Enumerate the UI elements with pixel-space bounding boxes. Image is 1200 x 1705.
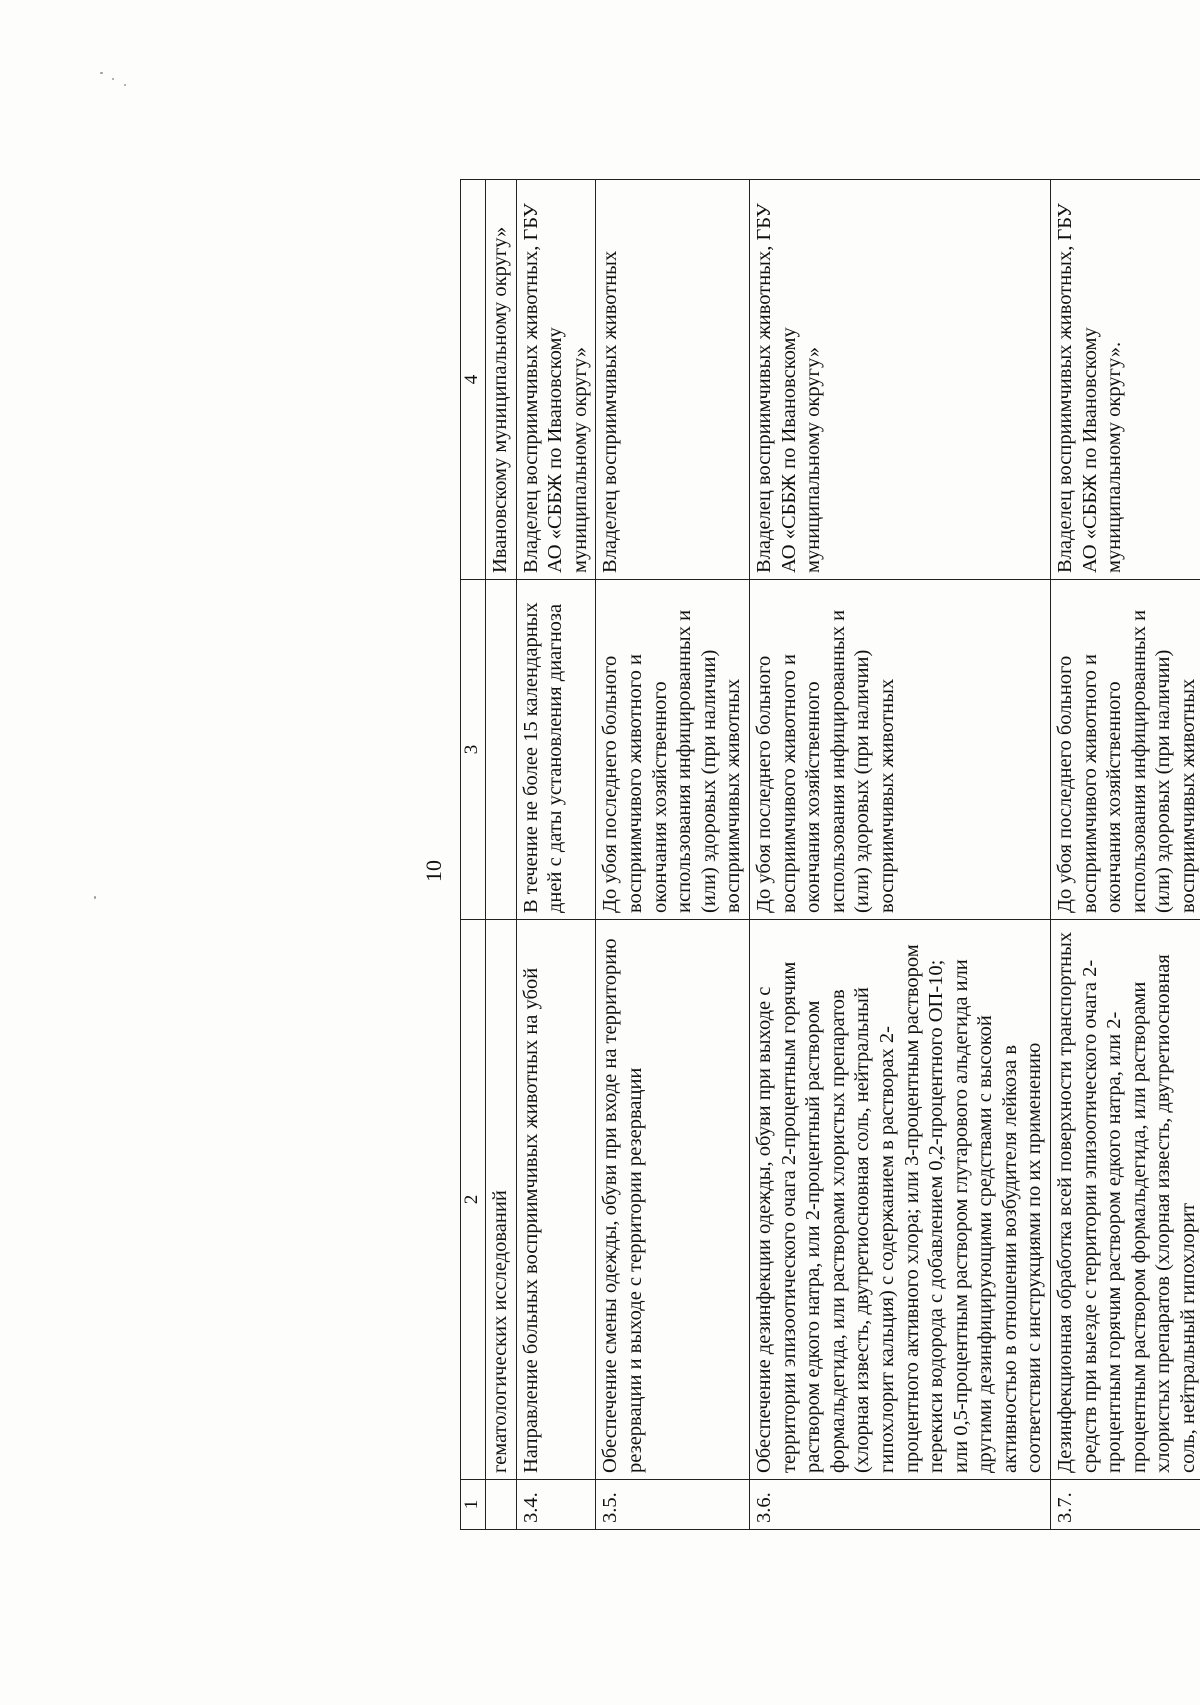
measures-table [460, 179, 1200, 1530]
row-number [486, 1480, 517, 1530]
row-measure: Дезинфекционная обработка всей поверхности транспортных средств при выезде с территории эпизоотического очага 2-процентным горячим раствором едкого натра, или 2-процентным раствором формальдегида, или растворами хлористых препаратов (хлорная известь, двутретиосновная соль, нейтральный гипохлорит [1051, 920, 1200, 1480]
row-measure: Обеспечение дезинфекции одежды, обуви при выходе с территории эпизоотического очага 2-процентным горячим раствором едкого натра, или 2-процентный раствором формальдегида, или растворами хлористых препаратов (хлорная известь, двутретиосновная соль, нейтральный гипохлорит кальция) с содержанием в растворах 2-процентного активного хлора; или 3-процентным раствором перекиси водорода с добавлением 0,2-процентного ОП-10; или 0,5-процентным раствором глутарового альдегида или другими дезинфицирующими средствами с высокой активностью в отношении возбудителя лейкоза в соответствии с инструкциями по их применению [749, 920, 1050, 1480]
row-responsible: Владелец восприимчивых животных, ГБУ АО «СББЖ по Ивановскому муниципальному округу» [749, 180, 1050, 580]
row-number: 3.5. [596, 1480, 750, 1530]
row-responsible: Ивановскому муниципальному округу» [486, 180, 517, 580]
column-header-term: 3 [461, 580, 486, 920]
scan-speck [100, 72, 103, 74]
table-row [486, 180, 517, 1530]
scan-speck [94, 896, 96, 899]
row-term: До убоя последнего больного восприимчивого животного и окончания хозяйственного использования инфицированных и (или) здоровых (при наличии) восприимчивых животных [749, 580, 1050, 920]
table-row [749, 180, 1050, 1530]
table-row [596, 180, 750, 1530]
row-term: До убоя последнего больного восприимчивого животного и окончания хозяйственного использования инфицированных и (или) здоровых (при наличии) восприимчивых животных [596, 580, 750, 920]
row-responsible: Владелец восприимчивых животных [596, 180, 750, 580]
column-header-measure: 2 [461, 920, 486, 1480]
row-number: 3.7. [1051, 1480, 1200, 1530]
row-term [486, 580, 517, 920]
scan-speck [124, 84, 126, 86]
row-number: 3.4. [516, 1480, 596, 1530]
column-header-responsible: 4 [461, 180, 486, 580]
scan-speck [112, 78, 114, 80]
row-responsible: Владелец восприимчивых животных, ГБУ АО «СББЖ по Ивановскому муниципальному округу» [516, 180, 596, 580]
column-header-number: 1 [461, 1480, 486, 1530]
row-measure: Обеспечение смены одежды, обуви при входе на территорию резервации и выходе с территории резервации [596, 920, 750, 1480]
row-term: До убоя последнего больного восприимчивого животного и окончания хозяйственного использования инфицированных и (или) здоровых (при наличии) восприимчивых животных [1051, 580, 1200, 920]
rotated-sheet [365, 180, 1200, 1530]
row-number: 3.6. [749, 1480, 1050, 1530]
table-header-row [461, 180, 486, 1530]
row-measure: Направление больных восприимчивых животных на убой [516, 920, 596, 1480]
row-term: В течение не более 15 календарных дней с даты установления диагноза [516, 580, 596, 920]
row-measure: гематологических исследований [486, 920, 517, 1480]
page-number: 10 [421, 860, 446, 882]
row-responsible: Владелец восприимчивых животных, ГБУ АО «СББЖ по Ивановскому муниципальному округу». [1051, 180, 1200, 580]
table-row [1051, 180, 1200, 1530]
table-row [516, 180, 596, 1530]
